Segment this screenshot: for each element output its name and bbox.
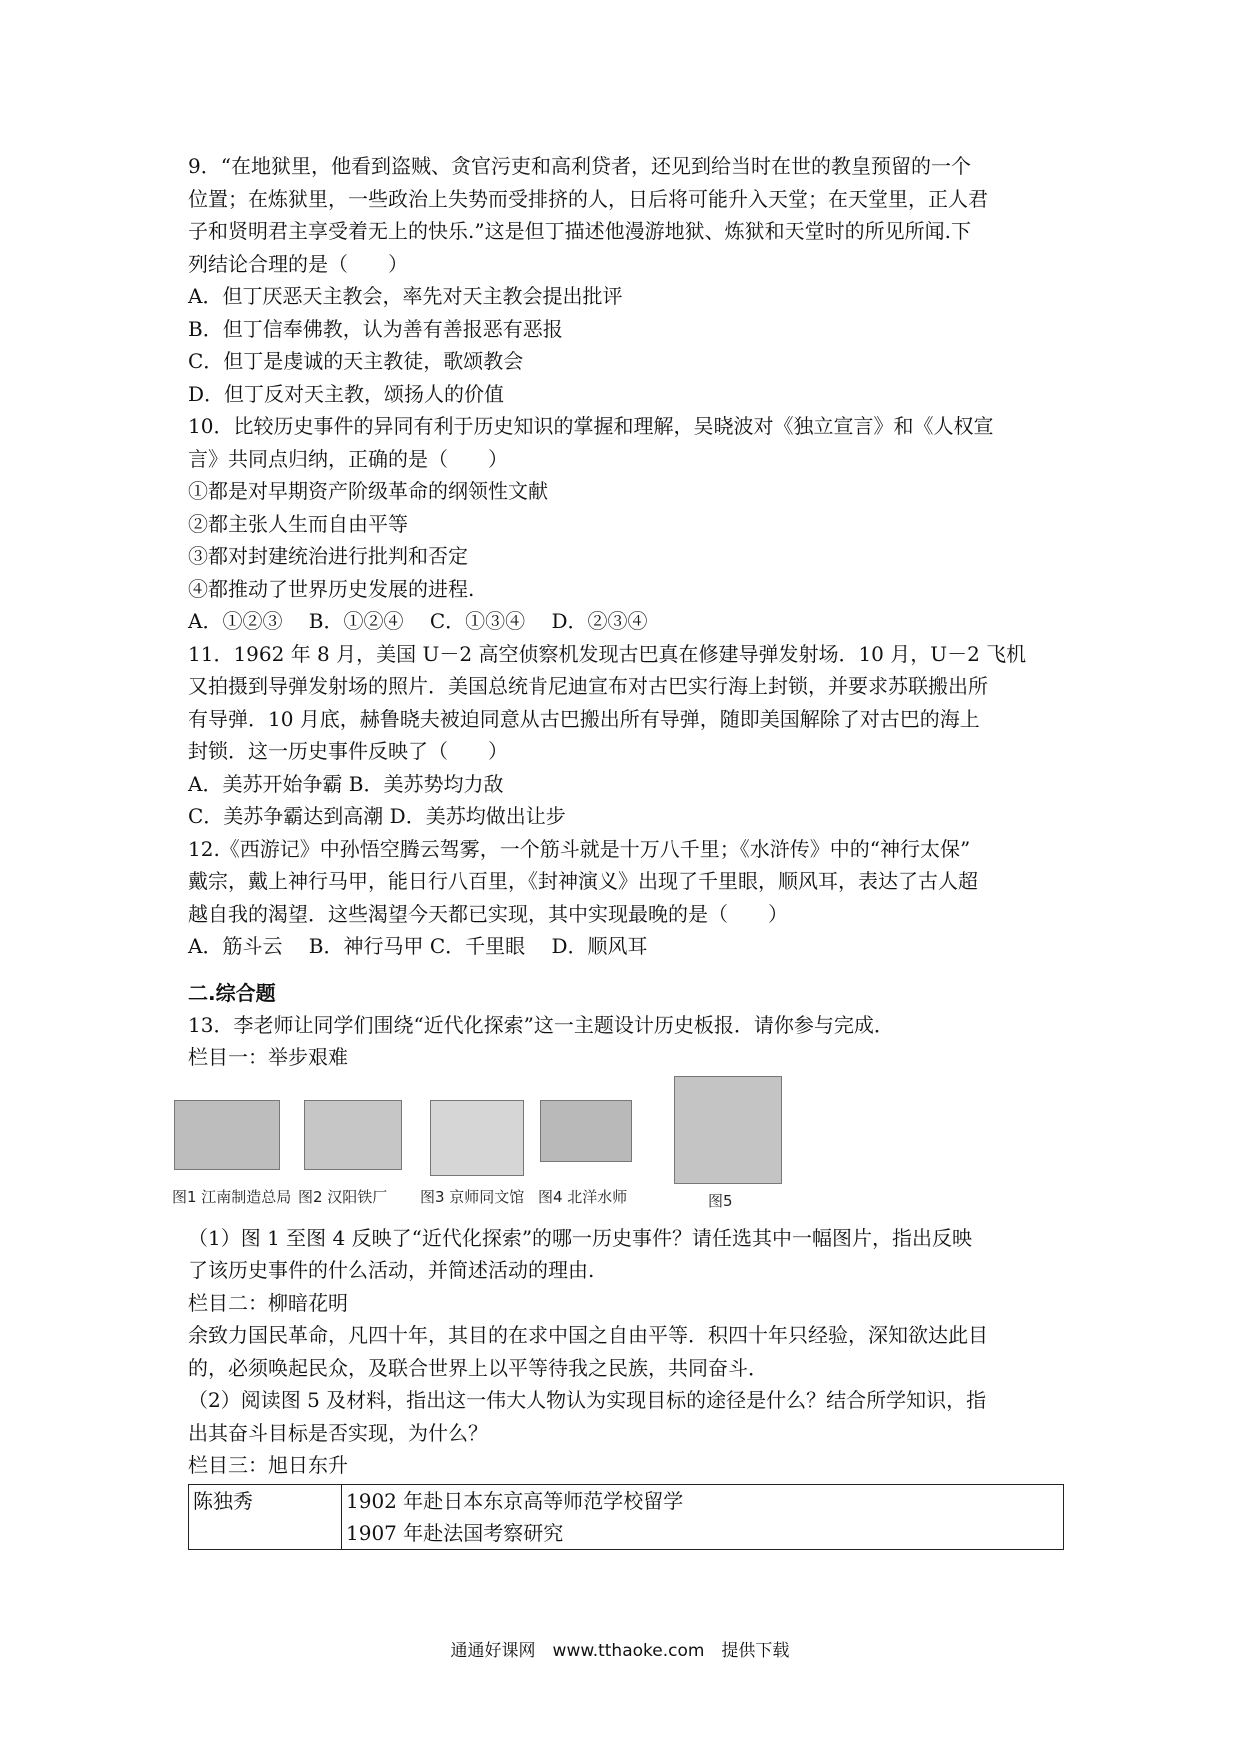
q9-option-d: D．但丁反对天主教，颂扬人的价值 xyxy=(188,381,505,406)
q10-statement: ②都主张人生而自由平等 xyxy=(188,511,408,536)
column-1-title: 栏目一：举步艰难 xyxy=(188,1045,348,1069)
figure-2-caption: 图2 汉阳铁厂 xyxy=(298,1187,388,1206)
material-text: 余致力国民革命，凡四十年，其目的在求中国之自由平等．积四十年只经验，深知欲达此目 xyxy=(188,1323,988,1347)
q12-line: 12.《西游记》中孙悟空腾云驾雾，一个筋斗就是十万八千里；《水浒传》中的“神行太保” xyxy=(188,836,971,861)
table-event: 1907 年赴法国考察研究 xyxy=(346,1520,564,1545)
material-text: 的，必须唤起民众，及联合世界上以平等待我之民族，共同奋斗． xyxy=(188,1355,768,1380)
figure-strip xyxy=(172,1082,1064,1222)
figure-1-photo xyxy=(174,1100,280,1170)
q10-statement: ①都是对早期资产阶级革命的纲领性文献 xyxy=(188,479,548,503)
q9-line: 子和贤明君主享受着无上的快乐.”这是但丁描述他漫游地狱、炼狱和天堂时的所见所闻.下 xyxy=(188,219,971,243)
figure-3-caption: 图3 京师同文馆 xyxy=(420,1187,525,1206)
q9-option-b: B．但丁信奉佛教，认为善有善报恶有恶报 xyxy=(188,316,563,341)
q9-option-a: A．但丁厌恶天主教会，率先对天主教会提出批评 xyxy=(188,284,623,308)
question-12 xyxy=(188,833,1064,963)
figure-5-portrait xyxy=(674,1076,782,1184)
q11-line: 11．1962 年 8 月，美国 U－2 高空侦察机发现古巴真在修建导弹发射场．10 月，U－2 飞机 xyxy=(188,641,1027,666)
figure-2-photo xyxy=(304,1100,402,1170)
column-3-title: 栏目三：旭日东升 xyxy=(188,1453,348,1477)
q10-statement: ③都对封建统治进行批判和否定 xyxy=(188,544,468,568)
section-title: 二.综合题 xyxy=(188,980,276,1005)
question-10 xyxy=(188,410,1064,638)
q12-options: A．筋斗云 B．神行马甲 C．千里眼 D．顺风耳 xyxy=(188,934,648,958)
table-cell-events xyxy=(342,1484,1064,1549)
q13-part2: 出其奋斗目标是否实现，为什么？ xyxy=(188,1420,488,1445)
q11-line: 封锁．这一历史事件反映了（ ） xyxy=(188,739,508,763)
figure-4-caption: 图4 北洋水师 xyxy=(538,1187,628,1206)
q13-part2: （2）阅读图 5 及材料，指出这一伟大人物认为实现目标的途径是什么？结合所学知识，指 xyxy=(188,1388,987,1412)
page-footer: 通通好课网 www.tthaoke.com 提供下载 xyxy=(450,1641,790,1661)
figure-3-photo xyxy=(430,1100,524,1176)
q13-part1: 了该历史事件的什么活动，并简述活动的理由. xyxy=(188,1258,595,1282)
q9-option-c: C．但丁是虔诚的天主教徒，歌颂教会 xyxy=(188,349,524,373)
figure-5-caption: 图5 xyxy=(708,1191,733,1210)
q10-statement: ④都推动了世界历史发展的进程. xyxy=(188,576,475,601)
figure-1-caption: 图1 江南制造总局 xyxy=(172,1187,292,1206)
info-table xyxy=(188,1484,1064,1550)
q9-line: 位置；在炼狱里，一些政治上失势而受排挤的人，日后将可能升入天堂；在天堂里，正人君 xyxy=(188,186,988,211)
table-event: 1902 年赴日本东京高等师范学校留学 xyxy=(346,1488,684,1513)
q9-line: 列结论合理的是（ ） xyxy=(188,251,408,276)
exam-page xyxy=(172,150,1064,1550)
question-11 xyxy=(188,638,1064,833)
q12-line: 戴宗，戴上神行马甲，能日行八百里，《封神演义》出现了千里眼，顺风耳，表达了古人超 xyxy=(188,869,978,893)
q11-line: 又拍摄到导弹发射场的照片．美国总统肯尼迪宣布对古巴实行海上封锁，并要求苏联搬出所 xyxy=(188,674,988,698)
q13-intro: 13．李老师让同学们围绕“近代化探索”这一主题设计历史板报．请你参与完成． xyxy=(188,1012,894,1037)
column-2-title: 栏目二：柳暗花明 xyxy=(188,1290,348,1315)
table-cell-name: 陈独秀 xyxy=(189,1484,342,1549)
question-9 xyxy=(188,150,1064,410)
table-row xyxy=(189,1484,1064,1549)
q10-line: 10．比较历史事件的异同有利于历史知识的掌握和理解，吴晓波对《独立宣言》和《人权宣 xyxy=(188,414,994,438)
q11-line: 有导弹．10 月底，赫鲁晓夫被迫同意从古巴搬出所有导弹，随即美国解除了对古巴的海上 xyxy=(188,706,980,731)
q12-line: 越自我的渴望．这些渴望今天都已实现，其中实现最晚的是（ ） xyxy=(188,901,788,926)
q10-options: A．①②③ B．①②④ C．①③④ D．②③④ xyxy=(188,609,648,633)
q13-part1: （1）图 1 至图 4 反映了“近代化探索”的哪一历史事件？请任选其中一幅图片，指出反映 xyxy=(188,1225,973,1250)
q9-line: 9．“在地狱里，他看到盗贼、贪官污吏和高利贷者，还见到给当时在世的教皇预留的一个 xyxy=(188,154,971,178)
q11-options: A．美苏开始争霸 B．美苏势均力敌 xyxy=(188,771,504,796)
q10-line: 言》共同点归纳，正确的是（ ） xyxy=(188,446,508,471)
figure-4-photo xyxy=(540,1100,632,1162)
q11-options: C．美苏争霸达到高潮 D．美苏均做出让步 xyxy=(188,804,566,828)
